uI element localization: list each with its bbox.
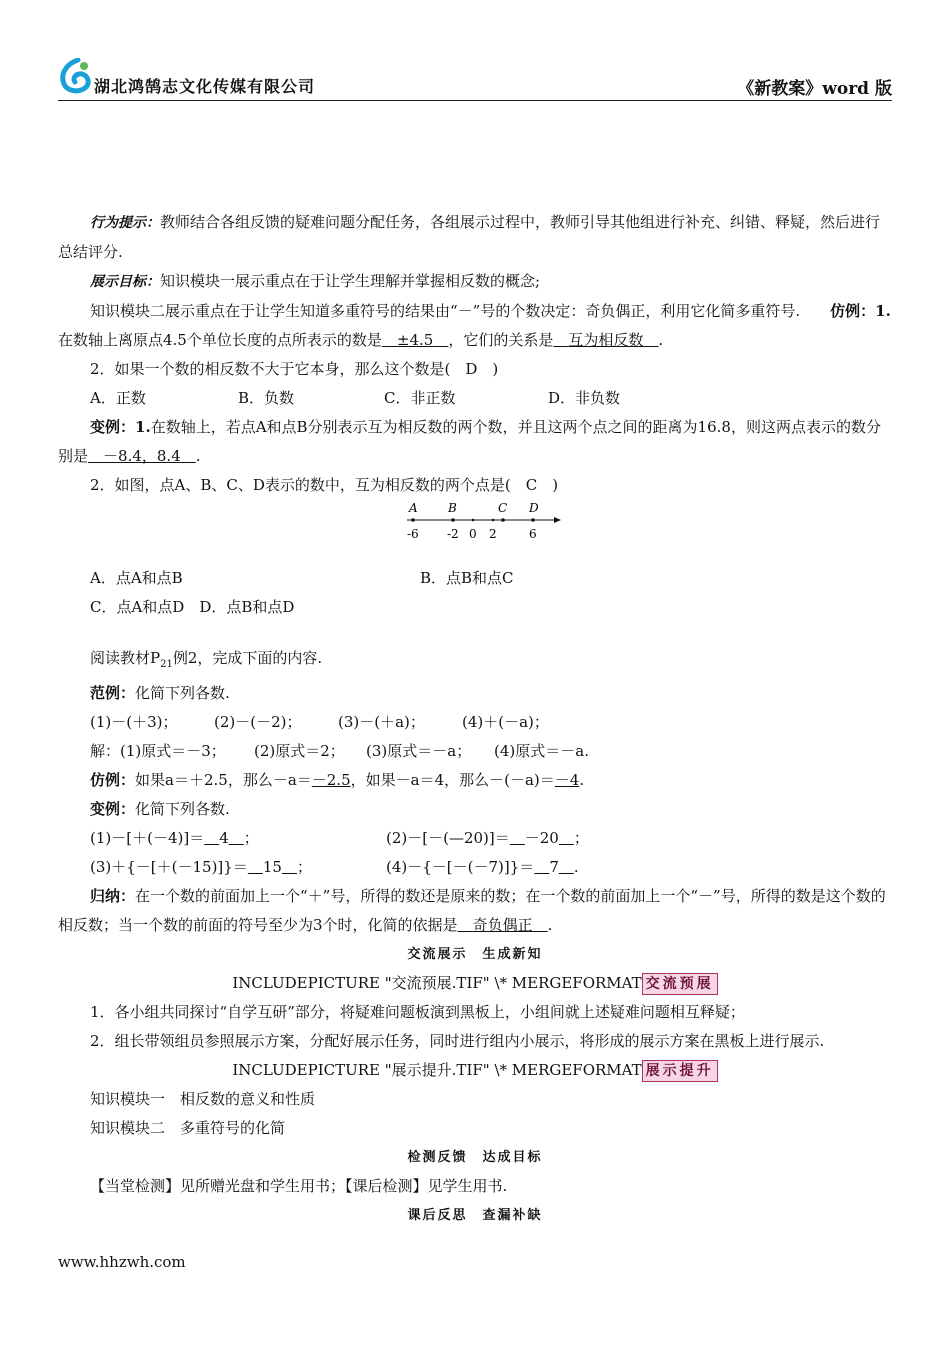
check-text: 【当堂检测】见所赠光盘和学生用书；【课后检测】见学生用书. [90,1177,508,1195]
tick-label: 6 [529,527,537,541]
company-logo-icon [58,58,92,94]
behavior-hint: 行为提示：教师结合各组反馈的疑难问题分配任务，各组展示过程中，教师引导其他组进行补充、纠错、释疑，然后进行总结评分. [58,213,881,261]
brand-title: 《新教案》word 版 [737,79,892,99]
variant1-q1: 变例：1.在数轴上，若点A和点B分别表示互为相反数的两个数，并且这两个点之间的距离为16.8，则这两点表示的数分别是 －8.4，8.4 . [58,418,881,465]
arrow-icon [554,517,561,523]
example1-q2: 2．如果一个数的相反数不大于它本身，那么这个数是( D ) [90,360,499,378]
summary: 归纳：在一个数的前面加上一个“＋”号，所得的数还是原来的数；在一个数的前面加上一个“－”号，所得的数是这个数的相反数；当一个数的前面的符号至少为3个时，化简的依据是 奇负偶正 . [58,887,886,934]
tag-display-improve: 展示提升 [642,1060,718,1082]
model-example: 范例：化简下列各数. [90,684,230,702]
knowledge-module-1: 知识模块一 相反数的意义和性质 [90,1090,316,1108]
tick-label: -6 [407,527,419,541]
tick-label: -2 [447,527,459,541]
tick-label: 2 [489,527,497,541]
include-picture-2: INCLUDEPICTURE "展示提升.TIF" \* MERGEFORMAT 展示提升 [58,1056,892,1085]
display-goal: 展示目标：知识模块一展示重点在于让学生理解并掌握相反数的概念; [90,272,541,290]
include-picture-1: INCLUDEPICTURE "交流预展.TIF" \* MERGEFORMAT 交流预展 [58,969,892,998]
section-heading-exchange: 交流展示 生成新知 [407,947,543,962]
knowledge-module-2: 知识模块二 多重符号的化简 [90,1119,286,1137]
point-label-a: A [409,502,418,515]
model-items: (1)－(＋3)； (2)－(－2)； (3)－(＋a)； (4)＋(－a)； [90,713,549,731]
variant1-options-cd: C．点A和点D D．点B和点D [90,598,295,616]
tick-label: 0 [469,527,477,541]
section-heading-feedback: 检测反馈 达成目标 [407,1150,543,1165]
tag-exchange-preview: 交流预展 [642,973,718,995]
main-content [58,208,892,1230]
point-label-c: C [498,502,508,515]
step-2: 2．组长带领组员参照展示方案，分配好展示任务，同时进行组内小展示，将形成的展示方案在黑板上进行展示. [90,1032,825,1050]
display-goal-2: 知识模块二展示重点在于让学生知道多重符号的结果由“－”号的个数决定：奇负偶正，利用它化简多重符号. 仿例：1.在数轴上离原点4.5个单位长度的点所表示的数是 ±4.5 ，它们的关系是 互为相反数 . [58,302,891,349]
page-header [58,58,892,101]
example1-options: A．正数 B．负数 C．非正数 D．非负数 [90,389,621,407]
variant2-row1: (1)－[＋(－4)]＝ 4 ； (2)－[－(—20)]＝ －20 ； [90,829,589,847]
example2: 仿例：如果a＝＋2.5，那么－a＝－2.5，如果－a＝4，那么－(－a)＝－4. [90,771,585,789]
footer-url: www.hhzwh.com [58,1253,186,1271]
point-label-b: B [448,502,457,515]
variant1-options-ab: A．点A和点B B．点B和点C [90,569,514,587]
point-label-d: D [529,502,539,515]
section-heading-reflection: 课后反思 查漏补缺 [407,1208,543,1223]
model-solution: 解：(1)原式＝－3； (2)原式＝2； (3)原式＝－a； (4)原式＝－a. [90,742,589,760]
company-name: 湖北鸿鹄志文化传媒有限公司 [94,77,316,96]
variant2-row2: (3)＋{－[＋(－15)]}＝ 15 ； (4)－{－[－(－7)]}＝ 7 . [90,858,579,876]
step-1: 1．各小组共同探讨“自学互研”部分，将疑难问题板演到黑板上，小组间就上述疑难问题相互释疑； [90,1003,745,1021]
variant2: 变例：化简下列各数. [90,800,230,818]
number-line [405,502,565,542]
reading-instruction: 阅读教材$P_{21}$例2，完成下面的内容. [90,649,323,670]
variant1-q2: 2．如图，点A、B、C、D表示的数中，互为相反数的两个点是( C ) [90,476,559,494]
